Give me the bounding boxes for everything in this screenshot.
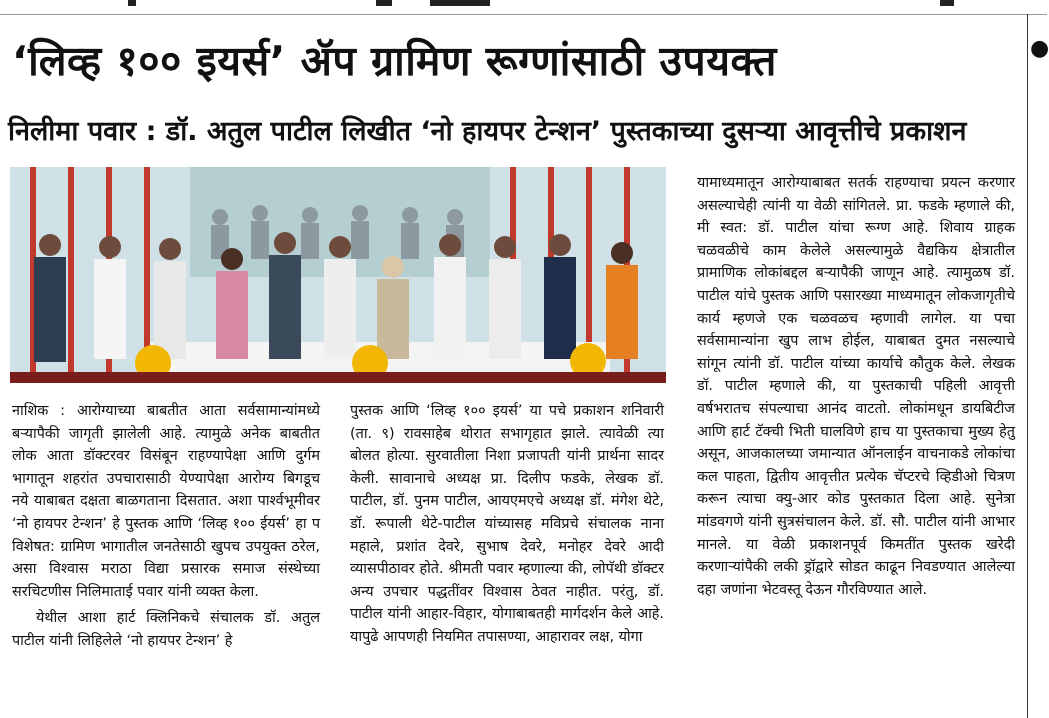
- next-article-edge: ●: [1030, 36, 1049, 61]
- paragraph: यामाध्यमातून आरोग्याबाबत सतर्क राहण्याचा प्रयत्न करणार असल्याचेही त्यांनी या वेळी सांगितले. प्रा. फडके म्हणाले की, मी स्वत: डॉ. पाटील यांचा रूग्ण आहे. शिवाय ग्राहक चळवळीचे काम केलेले असल्यामुळे वैद्यकिय क्षेत्रातील प्रामाणिक लोकांबद्दल बऱ्यापैकी जाणून आहे. त्यामुळष डॉ. पाटील यांचे पुस्तक आणि पसारख्या माध्यमातून लोकजागृतीचे कार्य म्हणजे एक चळवळच म्हणावी लागेल. या पचा सर्वसामान्यांना खुप लाभ होईल, याबाबत दुमत नसल्याचे सांगून त्यांनी डॉ. पाटील यांच्या कार्याचे कौतुक केले. लेखक डॉ. पाटील म्हणाले की, या पुस्तकाची पहिली आवृत्ती वर्षभरातच संपल्याचा आनंद वाटतो. लोकांमधून डायबिटीज आणि हार्ट टॅक्ची भिती घालविणे हाच या पुस्तकाचा मुख्य हेतु असून, आजकालच्या जमान्यात ऑनलाईन वाचनाकडे लोकांचा कल पाहता, द्वितीय आवृत्तीत प्रत्येक चॅप्टरचे व्हिडीओ चित्रण करून त्याचा क्यु-आर कोड पुस्तकात दिला आहे. सुनेत्रा मांडवगणे यांनी सुत्रसंचालन केले. डॉ. सौ. पाटील यांनी आभार मानले. या वेळी प्रकाशनपूर्व किमतींत पुस्तक खरेदी करणाऱ्यांपैकी लकी ड्रॉद्वारे सोडत काढून निवडण्यात आलेल्या दहा जणांना भेटवस्तू देऊन गौरविण्यात आले.: [697, 175, 1015, 598]
- event-photo-illustration: [10, 167, 666, 383]
- subheadline: निलीमा पवार : डॉ. अतुल पाटील लिखीत ‘नो हायपर टेन्शन’ पुस्तकाच्या दुसऱ्या आवृत्तीचे प्रकाशन: [8, 116, 967, 147]
- paragraph: नाशिक : आरोग्याच्या बाबतीत आता सर्वसामान्यांमध्ये बऱ्यापैकी जागृती झालेली आहे. त्यामुळे अनेक बाबतीत लोक आता डॉक्टरवर विसंबून राहण्यापेक्षा आणि दुर्गम भागातून शहरांत उपचारासाठी येण्यापेक्षा आरोग्य बिगडूच नये याबाबत दक्षता बाळगताना दिसतात. अशा पार्श्वभूमीवर ‘नो हायपर टेन्शन’ हे पुस्तक आणि ‘लिव्ह १०० ईयर्स’ हा प विशेषत: ग्रामिण भागातील जनतेसाठी खुपच उपयुक्त ठरेल, असा विश्वास मराठा विद्या प्रसारक समाज संस्थेच्या सरचिटणीस निलिमाताई पवार यांनी व्यक्त केला.: [12, 403, 320, 600]
- headline: ‘लिव्ह १०० इयर्स’ ॲप ग्रामिण रूग्णांसाठी उपयक्त: [12, 37, 777, 85]
- stage-carpet: [10, 372, 666, 383]
- article-column-2: [350, 400, 664, 649]
- article-column-1: [12, 400, 320, 653]
- paragraph: येथील आशा हार्ट क्लिनिकचे संचालक डॉ. अतुल पाटील यांनी लिहिलेले ‘नो हायपर टेन्शन’ हे: [12, 610, 320, 649]
- clipped-text-fragment: [128, 0, 136, 6]
- clipped-text-fragment: [430, 0, 490, 6]
- clipped-text-fragment: [940, 0, 954, 6]
- column-divider-right: [1027, 14, 1028, 718]
- paragraph: पुस्तक आणि ‘लिव्ह १०० इयर्स’ या पचे प्रकाशन शनिवारी (ता. ९) रावसाहेब थोरात सभागृहात झाले. त्यावेळी त्या बोलत होत्या. सुरवातीला निशा प्रजापती यांनी प्रार्थना सादर केली. सावानाचे अध्यक्ष प्रा. दिलीप फडके, लेखक डॉ. पाटील, डॉ. पुनम पाटील, आयएमएचे अध्यक्ष डॉ. मंगेश थेटे, डॉ. रूपाली थेटे-पाटील यांच्यासह मविप्रचे संचालक नाना महाले, प्रशांत देवरे, सुभाष देवरे, मनोहर देवरे आदी व्यासपीठावर होते. श्रीमती पवार म्हणाल्या की, लोपॅथी डॉक्टर अन्य उपचार पद्धतींवर विश्वास ठेवत नाहीत. परंतु, डॉ. पाटील यांनी आहार-विहार, योगाबाबतही मार्गदर्शन केले आहे. यापुढे आपणही नियमित तपासण्या, आहारावर लक्ष, योगा: [350, 403, 664, 645]
- previous-article-edge: [0, 0, 1047, 15]
- event-photo: [10, 167, 666, 383]
- clipped-text-fragment: [376, 0, 392, 6]
- article-column-3: [697, 172, 1015, 601]
